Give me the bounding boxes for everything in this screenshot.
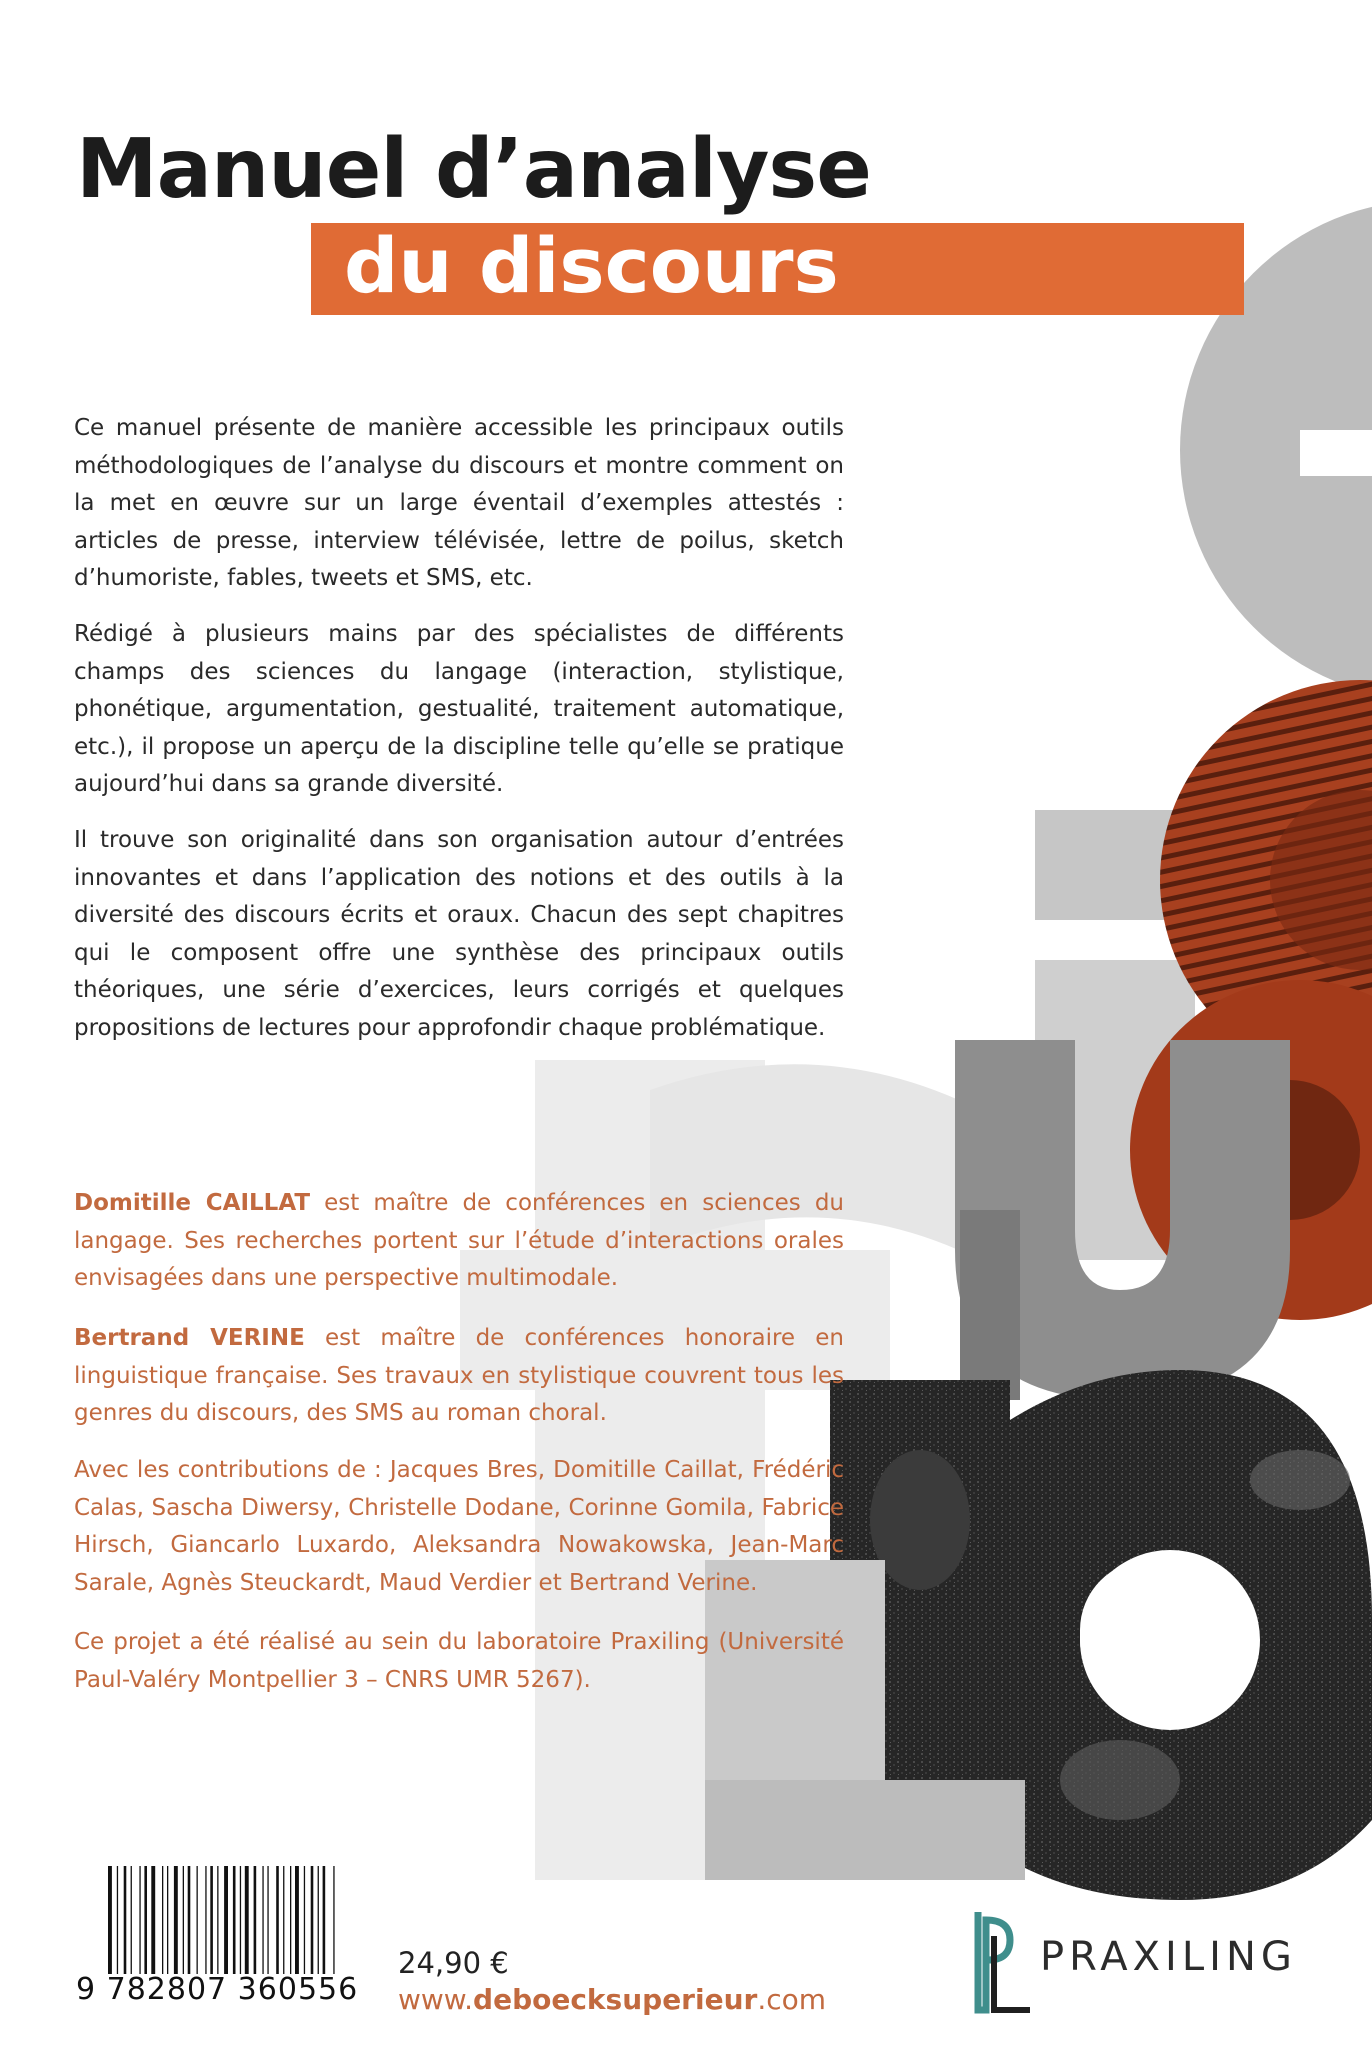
barcode-bar [304,1866,305,1974]
barcode-bar [240,1866,241,1974]
author-verine [74,1320,844,1433]
website-suffix: .com [757,1983,827,2016]
barcode-bar [323,1866,326,1974]
author-bio: est maître de conférences en sciences du langage. Ses recherches portent sur l’étude d’interactions orales envisagées dans une perspective multimodale. [74,1190,845,1291]
title-line-1: Manuel d’analyse [76,122,871,217]
barcode-bar [217,1866,218,1974]
barcode-bar [245,1866,249,1974]
barcode-bar [205,1866,206,1974]
barcode-bar [295,1866,299,1974]
description-paragraph-1: Ce manuel présente de manière accessible les principaux outils méthodologiques de l’analyse du discours et montre comment on la met en œuvre sur un large éventail d’exemples attestés : articles de presse, interview télévisée, lettre de poilus, sketch d’humoriste, fables, tweets et SMS, etc. [74,415,844,591]
barcode-bar [108,1866,112,1974]
author-name: Domitille CAILLAT [74,1190,311,1216]
barcode-bar [224,1866,228,1974]
author-name: Bertrand VERINE [74,1325,305,1351]
barcode-bar [174,1866,178,1974]
barcode-bar [290,1866,291,1974]
barcode-bar [311,1866,314,1974]
barcode [76,1860,366,2010]
praxiling-logo-name: PRAXILING [1040,1934,1297,1980]
barcode-bar [167,1866,168,1974]
title-line-2: du discours [344,221,839,310]
project-note: Ce projet a été réalisé au sein du laboratoire Praxiling (Université Paul-Valéry Montpellier 3 – CNRS UMR 5267). [74,1629,844,1693]
barcode-bar [144,1866,147,1974]
barcode-bar [262,1866,263,1974]
website-prefix: www. [398,1983,474,2016]
barcode-bar [233,1866,236,1974]
barcode-bar [333,1866,334,1974]
barcode-bar [276,1866,279,1974]
price: 24,90 € [398,1946,509,1980]
barcode-bar [131,1866,132,1974]
barcode-bar [151,1866,155,1974]
barcode-bars [106,1866,366,1974]
barcode-bar [117,1866,118,1974]
barcode-bar [197,1866,198,1974]
barcode-bar [139,1866,140,1974]
contributions: Avec les contributions de : Jacques Bres, Domitille Caillat, Frédéric Calas, Sascha Diwersy, Christelle Dodane, Corinne Gomila, Fabrice Hirsch, Giancarlo Luxardo, Aleksandra Nowakowska, Jean-Marc Sarale, Agnès Steuckardt, Maud Verdier et Bertrand Verine. [74,1457,844,1596]
barcode-bar [210,1866,213,1974]
isbn-number: 9 782807 360556 [76,1972,359,2007]
website-domain: deboecksuperieur [473,1983,758,2016]
barcode-bar [183,1866,184,1974]
description-paragraph-3: Il trouve son originalité dans son organisation autour d’entrées innovantes et dans l’application des notions et des outils à la diversité des discours écrits et oraux. Chacun des sept chapitres qui le composent offre une synthèse des principaux outils théoriques, une série d’exercices, leurs corrigés et quelques propositions de lectures pour approfondir chaque problématique. [74,827,844,1041]
barcode-bar [124,1866,127,1974]
praxiling-logo-mark [970,1906,1040,2016]
author-bio: est maître de conférences honoraire en linguistique française. Ses travaux en stylistique couvrent tous les genres du discours, des SMS au roman choral. [74,1325,844,1426]
barcode-bar [188,1866,191,1974]
praxiling-logo [970,1906,1310,2016]
website-link[interactable] [398,1983,826,2016]
description-paragraph-2: Rédigé à plusieurs mains par des spécialistes de différents champs des sciences du langage (interaction, stylistique, phonétique, argumentation, gestualité, traitement automatique, etc.), il propose un aperçu de la discipline telle qu’elle se pratique aujourd’hui dans sa grande diversité. [74,621,844,797]
barcode-bar [267,1866,268,1974]
barcode-bar [283,1866,284,1974]
author-caillat [74,1185,844,1298]
barcode-bar [162,1866,163,1974]
barcode-bar [254,1866,257,1974]
barcode-bar [318,1866,319,1974]
